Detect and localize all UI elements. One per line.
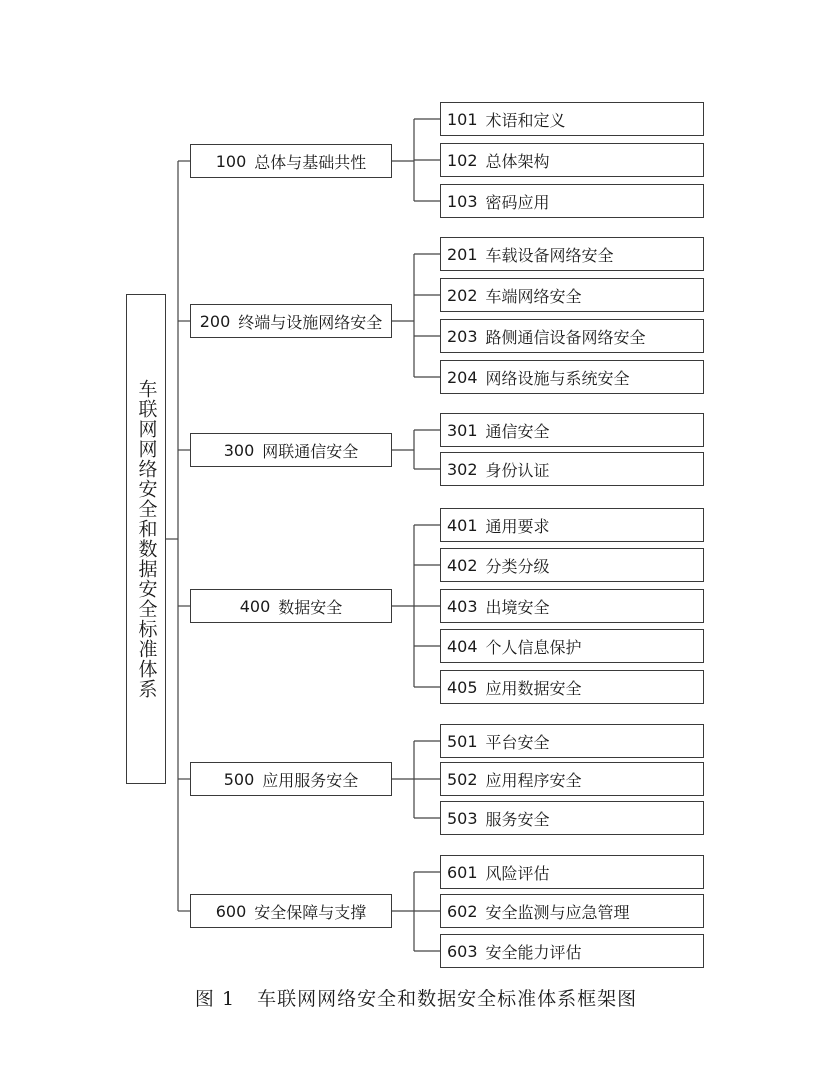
item-405-node xyxy=(440,670,704,704)
figure-caption xyxy=(0,984,832,1011)
item-203-node xyxy=(440,319,704,353)
item-name: 通用要求 xyxy=(485,516,550,536)
item-403-node xyxy=(440,589,704,623)
category-400-node xyxy=(190,589,392,623)
item-name: 应用数据安全 xyxy=(485,678,582,698)
item-name: 风险评估 xyxy=(485,863,550,883)
item-code: 601 xyxy=(447,862,478,882)
item-code: 503 xyxy=(447,808,478,828)
category-code: 600 xyxy=(215,901,247,921)
item-name: 应用程序安全 xyxy=(485,770,582,790)
item-code: 301 xyxy=(447,420,478,440)
category-600-node xyxy=(190,894,392,928)
item-code: 204 xyxy=(447,367,478,387)
item-name: 通信安全 xyxy=(485,421,550,441)
category-name: 数据安全 xyxy=(278,597,343,617)
item-name: 平台安全 xyxy=(485,732,550,752)
item-101-node xyxy=(440,102,704,136)
category-name: 总体与基础共性 xyxy=(254,152,367,172)
category-name: 应用服务安全 xyxy=(262,770,359,790)
item-code: 202 xyxy=(447,285,478,305)
category-code: 100 xyxy=(215,151,247,171)
item-code: 405 xyxy=(447,677,478,697)
item-602-node xyxy=(440,894,704,928)
item-301-node xyxy=(440,413,704,447)
category-code: 500 xyxy=(223,769,255,789)
category-name: 网联通信安全 xyxy=(262,441,359,461)
item-402-node xyxy=(440,548,704,582)
figure-title: 车联网网络安全和数据安全标准体系框架图 xyxy=(257,988,638,1010)
category-200-node xyxy=(190,304,392,338)
item-code: 404 xyxy=(447,636,478,656)
item-code: 302 xyxy=(447,459,478,479)
category-name: 安全保障与支撑 xyxy=(254,902,367,922)
item-name: 车载设备网络安全 xyxy=(485,245,614,265)
item-code: 602 xyxy=(447,901,478,921)
category-name: 终端与设施网络安全 xyxy=(238,312,383,332)
item-name: 身份认证 xyxy=(485,460,550,480)
item-code: 603 xyxy=(447,941,478,961)
item-code: 402 xyxy=(447,555,478,575)
item-name: 安全监测与应急管理 xyxy=(485,902,630,922)
item-code: 201 xyxy=(447,244,478,264)
root-label: 车联网网络安全和数据安全标准体系 xyxy=(135,379,158,699)
item-name: 总体架构 xyxy=(485,151,550,171)
item-601-node xyxy=(440,855,704,889)
item-code: 102 xyxy=(447,150,478,170)
item-name: 分类分级 xyxy=(485,556,550,576)
item-name: 密码应用 xyxy=(485,192,550,212)
item-102-node xyxy=(440,143,704,177)
item-name: 网络设施与系统安全 xyxy=(485,368,630,388)
category-300-node xyxy=(190,433,392,467)
item-code: 101 xyxy=(447,109,478,129)
item-code: 502 xyxy=(447,769,478,789)
figure-number: 图 1 xyxy=(194,988,236,1010)
item-code: 401 xyxy=(447,515,478,535)
item-503-node xyxy=(440,801,704,835)
item-code: 203 xyxy=(447,326,478,346)
category-code: 200 xyxy=(199,311,231,331)
item-name: 个人信息保护 xyxy=(485,637,582,657)
item-204-node xyxy=(440,360,704,394)
item-502-node xyxy=(440,762,704,796)
item-code: 103 xyxy=(447,191,478,211)
item-501-node xyxy=(440,724,704,758)
item-103-node xyxy=(440,184,704,218)
item-name: 术语和定义 xyxy=(485,110,566,130)
item-name: 出境安全 xyxy=(485,597,550,617)
category-code: 400 xyxy=(239,596,271,616)
category-500-node xyxy=(190,762,392,796)
item-603-node xyxy=(440,934,704,968)
item-201-node xyxy=(440,237,704,271)
item-name: 安全能力评估 xyxy=(485,942,582,962)
root-node xyxy=(126,294,166,784)
item-name: 路侧通信设备网络安全 xyxy=(485,327,646,347)
item-401-node xyxy=(440,508,704,542)
category-100-node xyxy=(190,144,392,178)
item-202-node xyxy=(440,278,704,312)
item-code: 501 xyxy=(447,731,478,751)
item-302-node xyxy=(440,452,704,486)
item-404-node xyxy=(440,629,704,663)
item-name: 服务安全 xyxy=(485,809,550,829)
category-code: 300 xyxy=(223,440,255,460)
item-name: 车端网络安全 xyxy=(485,286,582,306)
item-code: 403 xyxy=(447,596,478,616)
